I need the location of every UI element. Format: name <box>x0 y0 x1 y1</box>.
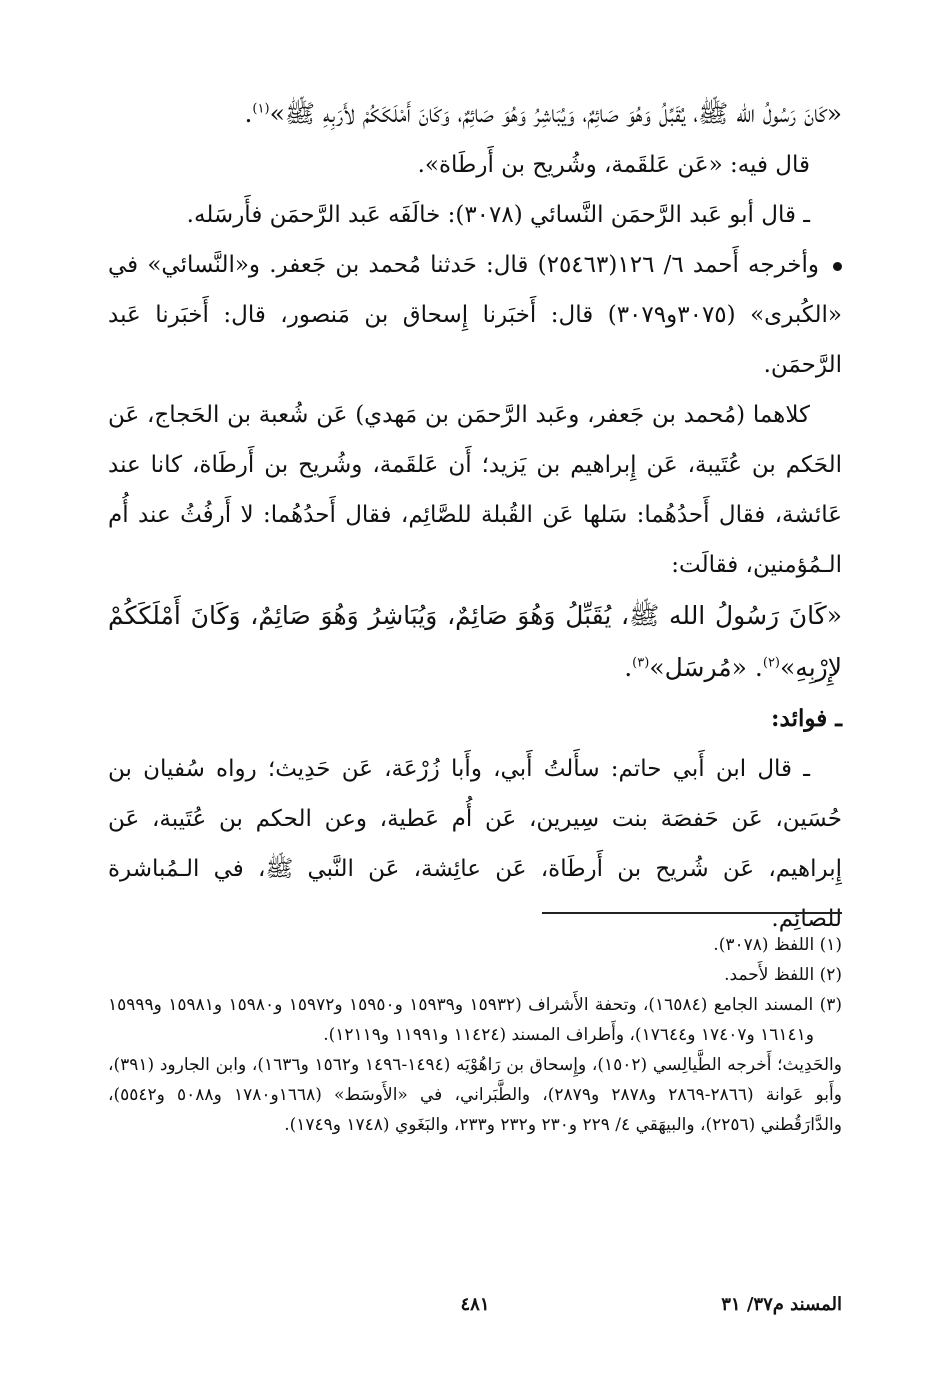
footnote-1: (١) اللفظ (٣٠٧٨). <box>713 935 842 955</box>
footnote-3: (٣) المسند الجامع (١٦٥٨٤)، وتحفة الأَشراف (١٥٩٣٢ و١٥٩٣٩ و١٥٩٥٠ و١٥٩٧٢ و١٥٩٨٠ و١٥٩٨١ و١٥٩٩٩ و١٦١٤١ و١٧٤٠٧ و١٧٦٤٤)، وأَطراف المسند (١١٤٢٤ و١١٩٩١ و١٢١١٩). <box>108 995 843 1045</box>
footnote-2: (٢) اللفظ لأَحمد. <box>724 965 842 985</box>
paragraph-ibn-abi-hatim: ـ قال ابن أَبي حاتم: سأَلتُ أَبي، وأَبا زُرْعَة، عَن حَدِيث؛ رواه سُفيان بن حُسَين، عَن حَفصَة بنت سِيرين، عَن أُم عَطية، وعن الحكم بن عُتَيبة، عَن إِبراهيم، عَن شُريح بن أَرطَاة، عَن عائِشة، عَن النَّبي ﷺ، في الـمُباشرة للصائِم. <box>108 756 842 932</box>
bullet-icon <box>833 262 842 271</box>
page-number: ٤٨١ <box>460 1294 490 1315</box>
footnote-ref-1[interactable]: (١) <box>252 101 270 117</box>
footnote-divider <box>542 912 842 914</box>
footnotes <box>108 930 842 1140</box>
page <box>108 88 842 1378</box>
paragraph-qal-fih: قال فيه: «عَن عَلقَمة، وشُريح بن أَرطَاة». <box>417 152 810 178</box>
hadith-text-2: «كَانَ رَسُولُ الله ﷺ، يُقَبِّلُ وَهُوَ صَائِمٌ، وَيُبَاشِرُ وَهُوَ صَائِمٌ، وَكَانَ أَمْلَكَكُمْ لإِرْبِهِ»$^{(٢)}$. «مُرسَل»$^{(٣)}$. <box>108 601 842 682</box>
page-footer <box>108 1294 842 1324</box>
footnote-3-continuation: والحَدِيث؛ أَخرجه الطَّيالِسي (١٥٠٢)، وإِسحاق بن رَاهُوْيَه (١٤٩٤-١٤٩٦ و١٥٦٢ و١٦٣٦)، وابن الجارود (٣٩١)، وأَبو عَوانة (٢٨٦٦-٢٨٦٩ و٢٨٧٨ و٢٨٧٩)، والطَّبَراني، في «الأَوسَط» (١٦٦٨و١٧٨٠ و٥٠٨٨ و٥٥٤٢)، والدَّارَقُطني (٢٢٥٦)، والبيهَقي ٤/ ٢٢٩ و٢٣٠ و٢٣٢ و٢٣٣، والبَغَوي (١٧٤٨ و١٧٤٩). <box>108 1055 842 1135</box>
paragraph-nasai-comment: ـ قال أبو عَبد الرَّحمَن النَّسائي (٣٠٧٨): خالَفَه عَبد الرَّحمَن فأَرسَله. <box>186 202 810 228</box>
volume-signature: المسند م٣٧/ ٣١ <box>721 1294 842 1315</box>
section-heading-fawaid: ـ فوائد: <box>771 705 842 732</box>
main-text <box>108 88 842 944</box>
footnote-ref-3[interactable]: (٣) <box>632 655 650 671</box>
paragraph-takhrij: وأخرجه أَحمد ٦/ ١٢٦(٢٥٤٦٣) قال: حَدثنا مُحمد بن جَعفر. و«النَّسائي» في «الكُبرى» (٣٠٧٥و٣٠٧٩) قال: أَخبَرنا إِسحاق بن مَنصور، قال: أَخبَرنا عَبد الرَّحمَن. <box>108 252 842 378</box>
footnote-ref-2[interactable]: (٢) <box>762 655 780 671</box>
hadith-text-1: «كَانَ رَسُولُ الله ﷺ، يُقَبِّلُ وَهُوَ صَائِمٌ، وَيُبَاشِرُ وَهُوَ صَائِمٌ، وَكَانَ أَمْلَكَكُمْ لأَرَبِهِ ﷺ»$^{(١)}$. <box>244 99 842 128</box>
paragraph-isnad: كلاهما (مُحمد بن جَعفر، وعَبد الرَّحمَن بن مَهدي) عَن شُعبة بن الحَجاج، عَن الحَكم بن عُتَيبة، عَن إِبراهيم بن يَزيد؛ أَن عَلقَمة، وشُريح بن أَرطَاة، كانا عند عَائشة، فقال أَحدُهُما: سَلها عَن القُبلة للصَّائِم، فقال أَحدُهُما: لا أَرفُثُ عند أُم الـمُؤمنين، فقالَت: <box>108 402 842 578</box>
